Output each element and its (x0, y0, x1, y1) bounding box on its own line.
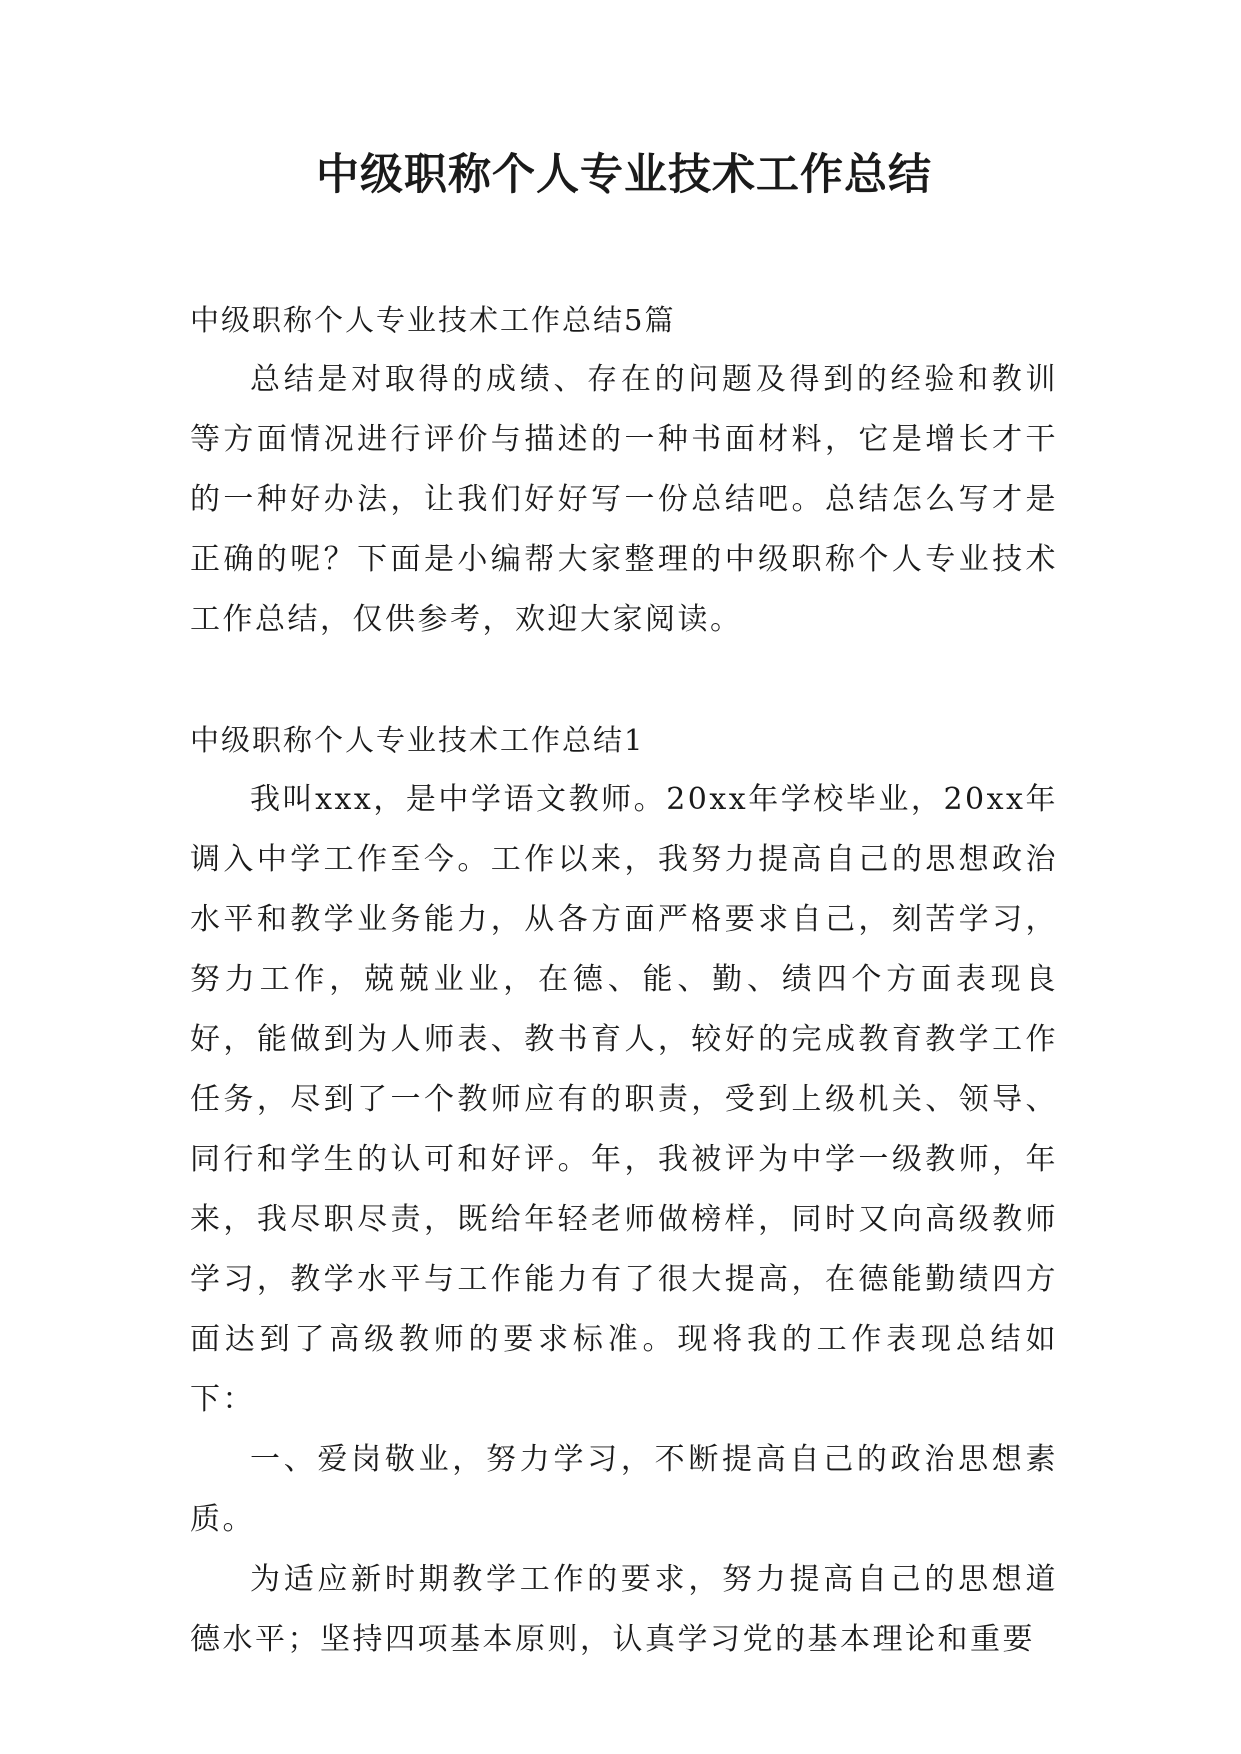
body-paragraph: 我叫xxx，是中学语文教师。20xx年学校毕业，20xx年调入中学工作至今。工作以来，我努力提高自己的思想政治水平和教学业务能力，从各方面严格要求自己，刻苦学习，努力工作，兢兢业业，在德、能、勤、绩四个方面表现良好，能做到为人师表、教书育人，较好的完成教育教学工作任务，尽到了一个教师应有的职责，受到上级机关、领导、同行和学生的认可和好评。年，我被评为中学一级教师，年来，我尽职尽责，既给年轻老师做榜样，同时又向高级教师学习，教学水平与工作能力有了很大提高，在德能勤绩四方面达到了高级教师的要求标准。现将我的工作表现总结如下： (190, 782, 1058, 1417)
document-body (190, 290, 1058, 1670)
section-heading: 中级职称个人专业技术工作总结1 (190, 723, 645, 757)
intro-paragraph: 总结是对取得的成绩、存在的问题及得到的经验和教训等方面情况进行评价与描述的一种书面材料，它是增长才干的一种好办法，让我们好好写一份总结吧。总结怎么写才是正确的呢？下面是小编帮大家整理的中级职称个人专业技术工作总结，仅供参考，欢迎大家阅读。 (190, 362, 1058, 637)
document-title: 中级职称个人专业技术工作总结 (316, 150, 932, 200)
point-heading: 一、爱岗敬业，努力学习，不断提高自己的政治思想素质。 (190, 1442, 1058, 1537)
body-paragraph: 为适应新时期教学工作的要求，努力提高自己的思想道德水平；坚持四项基本原则，认真学习党的基本理论和重要 (190, 1562, 1058, 1657)
section-spacer (190, 650, 1058, 710)
document-subtitle: 中级职称个人专业技术工作总结5篇 (190, 303, 676, 337)
